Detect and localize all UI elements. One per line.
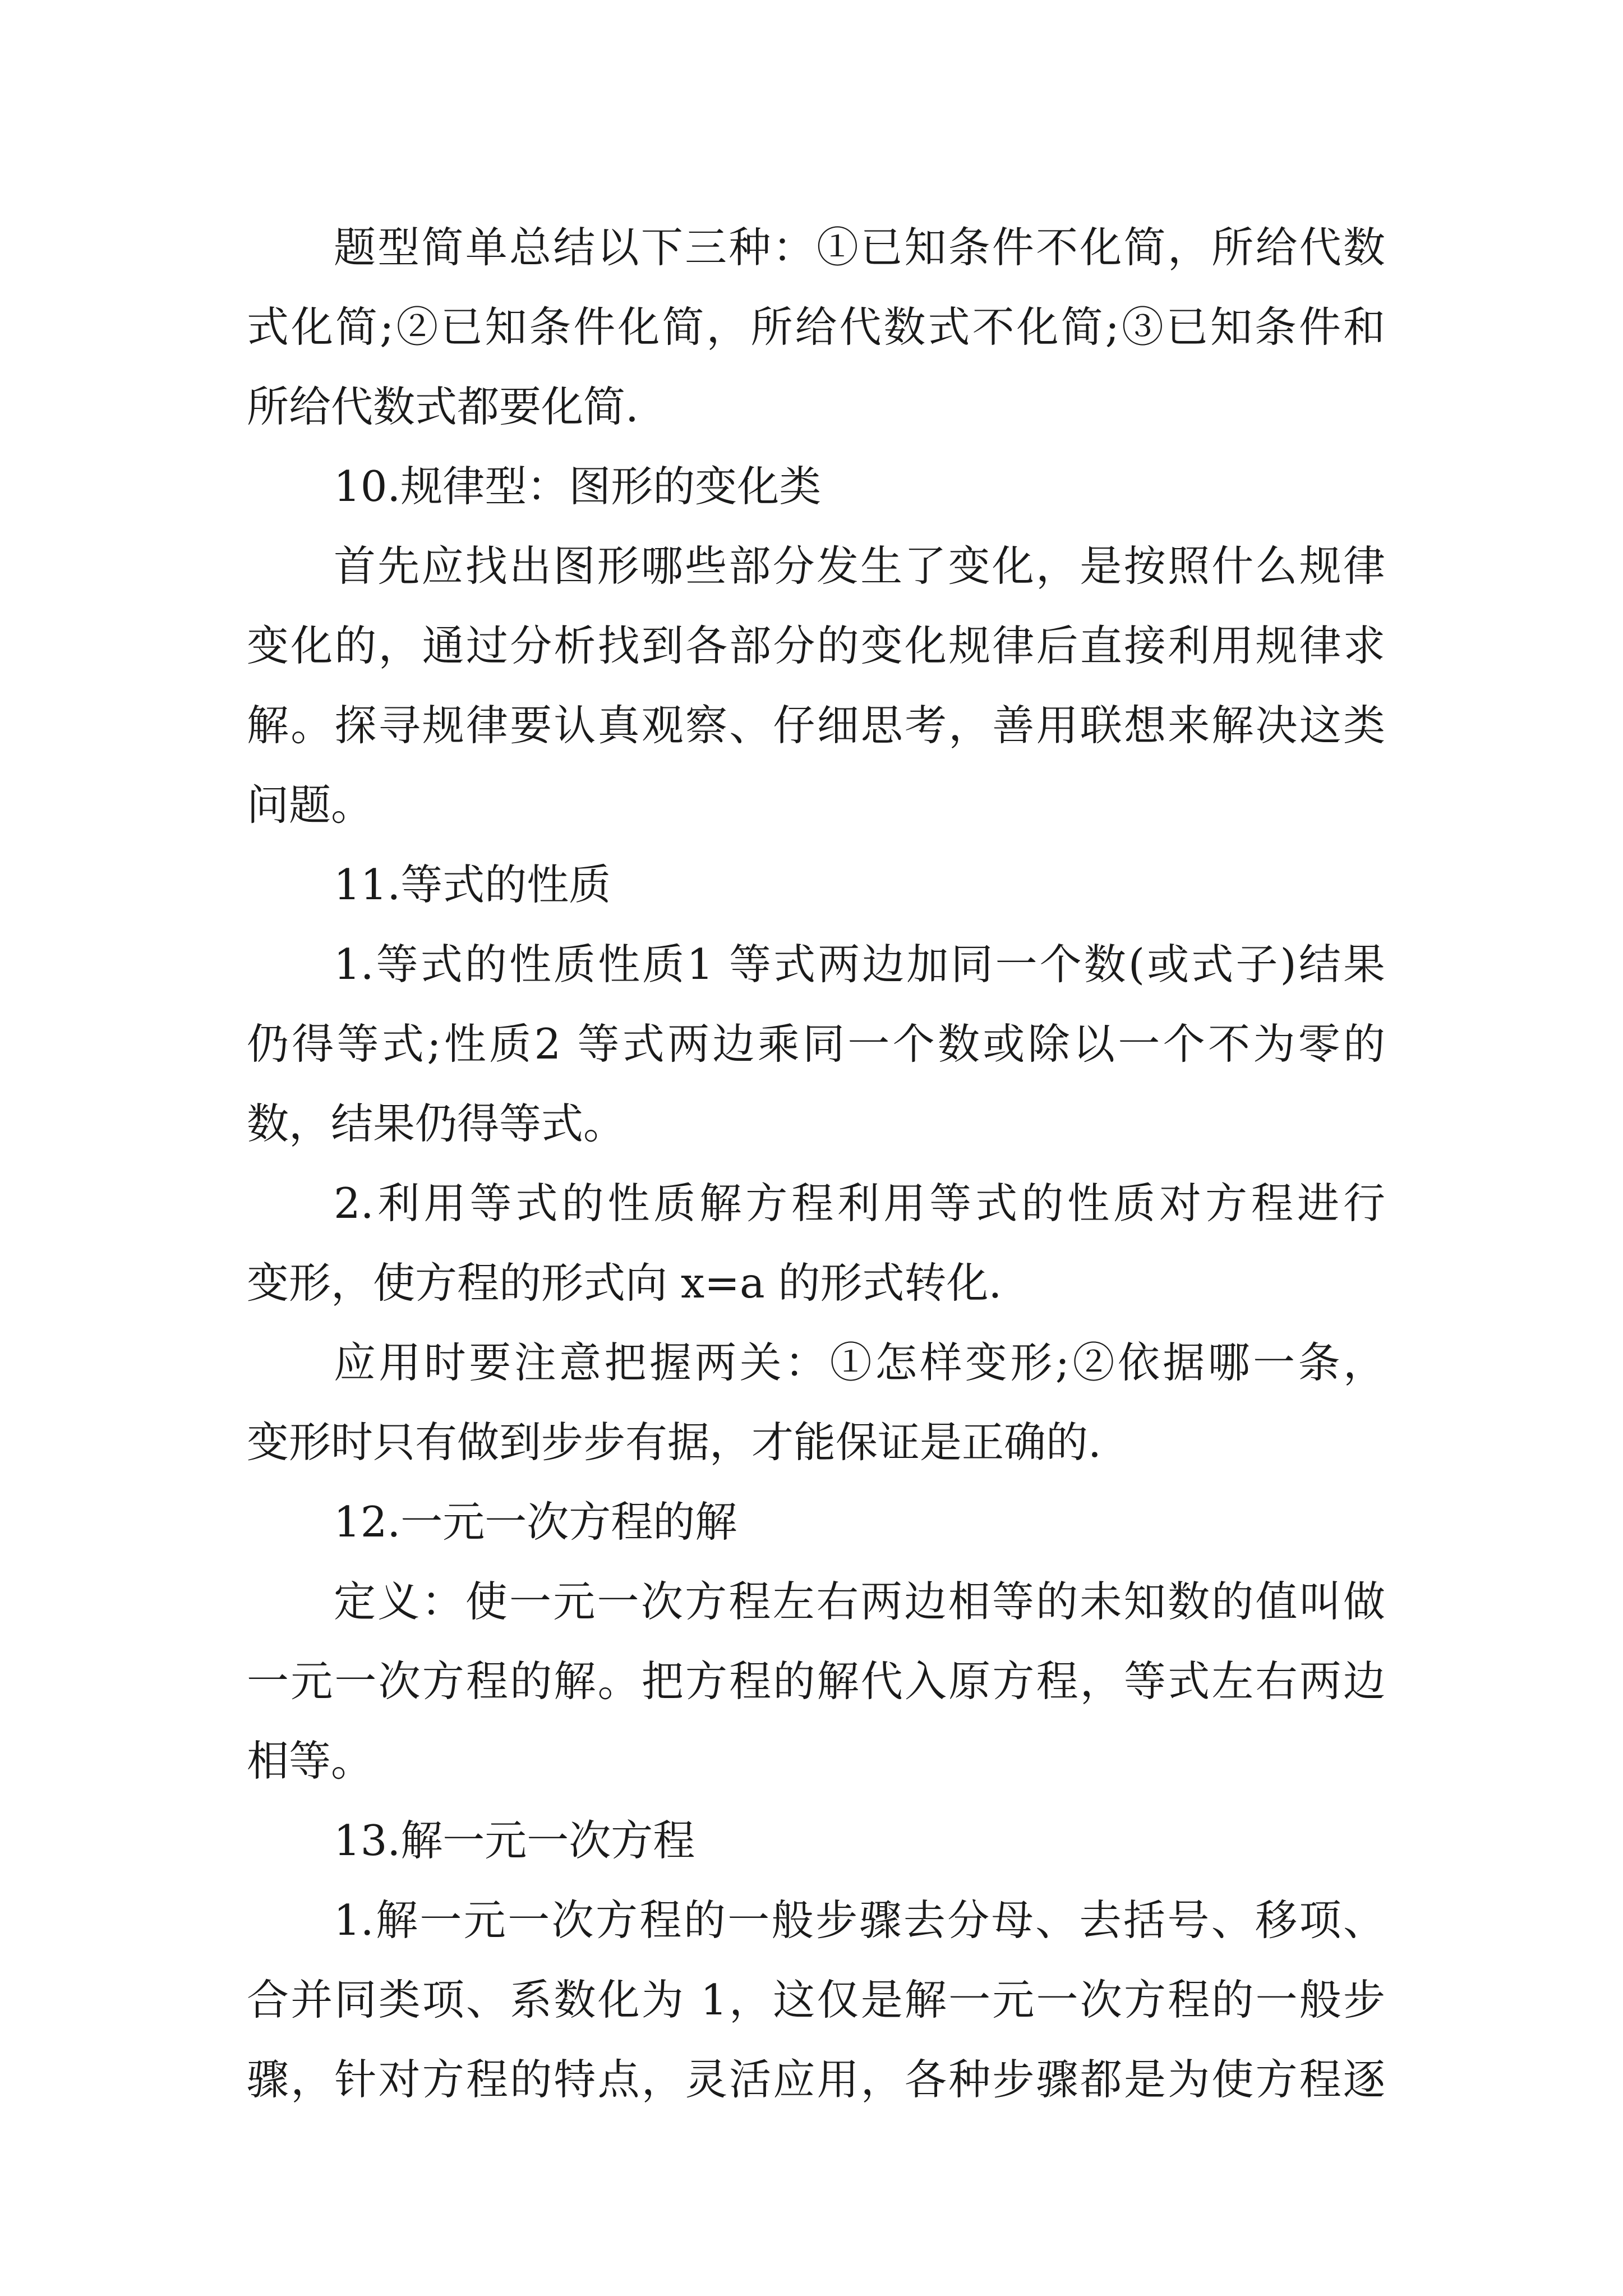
text-line: 2.利用等式的性质解方程利用等式的性质对方程进行 <box>334 1179 1385 1228</box>
text-line: 首先应找出图形哪些部分发生了变化，是按照什么规律 <box>334 541 1385 591</box>
paragraph-application-notes <box>247 1323 1385 1482</box>
text-line: 变形，使方程的形式向 x=a 的形式转化. <box>247 1258 1002 1308</box>
paragraph-definition <box>247 1562 1385 1801</box>
text-line: 合并同类项、系数化为 1，这仅是解一元一次方程的一般步 <box>247 1975 1385 2024</box>
text-line: 一元一次方程的解。把方程的解代入原方程，等式左右两边 <box>247 1657 1385 1706</box>
text-line: 变化的，通过分析找到各部分的变化规律后直接利用规律求 <box>247 621 1385 670</box>
section-heading: 11.等式的性质 <box>334 860 611 909</box>
heading-12 <box>247 1482 1385 1562</box>
paragraph-solve-with-properties <box>247 1163 1385 1323</box>
text-line: 应用时要注意把握两关：①怎样变形;②依据哪一条， <box>334 1338 1385 1387</box>
text-line: 1.等式的性质性质1 等式两边加同一个数(或式子)结果 <box>334 940 1385 989</box>
paragraph-general-steps <box>247 1880 1385 2119</box>
text-line: 式化简;②已知条件化简，所给代数式不化简;③已知条件和 <box>247 302 1385 352</box>
heading-13 <box>247 1801 1385 1880</box>
heading-11 <box>247 845 1385 924</box>
text-line: 问题。 <box>247 780 374 830</box>
heading-10 <box>247 447 1385 526</box>
paragraph-pattern <box>247 526 1385 845</box>
text-line: 骤，针对方程的特点，灵活应用，各种步骤都是为使方程逐 <box>247 2055 1385 2104</box>
text-line: 所给代数式都要化简. <box>247 382 639 431</box>
paragraph-equation-properties <box>247 924 1385 1163</box>
text-line: 仍得等式;性质2 等式两边乘同一个数或除以一个不为零的 <box>247 1019 1385 1069</box>
text-line: 1.解一元一次方程的一般步骤去分母、去括号、移项、 <box>334 1895 1385 1945</box>
paragraph-question-types <box>247 208 1385 447</box>
text-line: 题型简单总结以下三种：①已知条件不化简，所给代数 <box>334 223 1385 272</box>
section-heading: 12.一元一次方程的解 <box>334 1497 737 1547</box>
section-heading: 10.规律型：图形的变化类 <box>334 462 822 511</box>
text-line: 变形时只有做到步步有据，才能保证是正确的. <box>247 1418 1101 1467</box>
section-heading: 13.解一元一次方程 <box>334 1816 695 1865</box>
document-page <box>247 208 1385 2119</box>
text-line: 定义：使一元一次方程左右两边相等的未知数的值叫做 <box>334 1577 1385 1626</box>
text-line: 解。探寻规律要认真观察、仔细思考，善用联想来解决这类 <box>247 701 1385 750</box>
text-line: 数，结果仍得等式。 <box>247 1099 626 1148</box>
text-line: 相等。 <box>247 1736 374 1786</box>
